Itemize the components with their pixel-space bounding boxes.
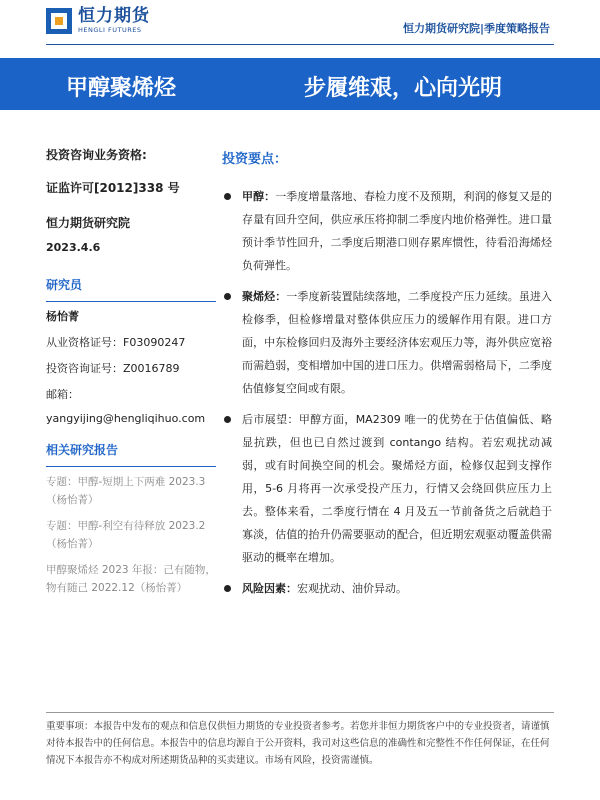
header-divider (46, 44, 554, 45)
bullet-icon (224, 416, 231, 423)
footer-divider (46, 712, 554, 713)
bullet-icon (224, 293, 231, 300)
qualification-label: 投资咨询业务资格: (46, 148, 147, 162)
point-polyolefin (222, 285, 552, 400)
point-text: 宏观扰动、油价异动。 (297, 582, 407, 595)
bullet-icon (224, 585, 231, 592)
report-date: 2023.4.6 (46, 241, 101, 254)
title-banner (0, 58, 600, 110)
email-label: 邮箱： (46, 388, 79, 401)
practice-certificate: 从业资格证号：F03090247 (46, 336, 186, 349)
license-number: 证监许可[2012]338 号 (46, 181, 180, 195)
email-link[interactable]: yangyijing@hengliqihuo.com (46, 412, 206, 425)
related-report-item[interactable]: 专题：甲醇-利空有待释放 2023.2（杨怡菁） (46, 520, 206, 550)
company-logo (46, 8, 150, 34)
report-type-tag: 恒力期货研究院|季度策略报告 (402, 22, 550, 35)
report-subject: 甲醇聚烯烃 (66, 76, 177, 101)
point-text: 一季度增量落地、春检力度不及预期，利润的修复又是的存量有回升空间，供应承压将抑制二季度内地价格弹性。进口量预计季节性回升，二季度后期港口则存累库惯性，待看沿海烯烃负荷弹性。 (242, 190, 553, 272)
logo-en-text: HENGLI FUTURES (78, 26, 142, 35)
point-keyword: 风险因素： (242, 582, 297, 595)
investment-highlights (222, 148, 552, 600)
org-name: 恒力期货研究院 (46, 216, 131, 230)
related-report-item[interactable]: 专题：甲醇-短期上下两难 2023.3（杨怡菁） (46, 476, 206, 506)
disclaimer: 重要事项：本报告中发布的观点和信息仅供恒力期货的专业投资者参考。若您并非恒力期货客户中的专业投资者，请谨慎对待本报告中的任何信息。本报告中的信息均源自于公开资料，我司对这些信息的准确性和完整性不作任何保证，在任何情况下本报告亦不构成对所述期货品种的买卖建议。市场有风险，投资需谨慎。 (46, 721, 550, 766)
researcher-divider (46, 301, 216, 302)
point-text: 一季度新装置陆续落地，二季度投产压力延续。虽进入检修季，但检修增量对整体供应压力的缓解作用有限。进口方面，中东检修回归及海外主要经济体宏观压力等，海外供应宽裕而需趋弱，变相增加中国的进口压力。供增需弱格局下，二季度估值修复空间或有限。 (242, 290, 552, 395)
logo-cn-text: 恒力期货 (78, 6, 150, 27)
researcher-name: 杨怡菁 (46, 310, 79, 323)
point-outlook (222, 408, 552, 569)
point-risk (222, 577, 552, 600)
researcher-section-title: 研究员 (46, 278, 83, 292)
point-keyword: 甲醇： (242, 190, 276, 203)
page-header (0, 0, 600, 50)
highlights-title: 投资要点： (222, 152, 288, 167)
bullet-icon (224, 193, 231, 200)
related-divider (46, 466, 216, 467)
point-keyword: 聚烯烃： (242, 290, 287, 303)
point-text: 后市展望：甲醇方面，MA2309 唯一的优势在于估值偏低、略显抗跌，但也已自然过渡到 contango 结构。若宏观扰动减弱，或有时间换空间的机会。聚烯烃方面，检修仅起到支撑作用，5-6 月将再一次承受投产压力，行情又会绕回供应压力上去。整体来看，二季度行情在 4 月及五一节前备货之后就趋于寡淡，估值的抬升仍需要驱动的配合，但近期宏观驱动覆盖供需驱动的概率在增加。 (242, 413, 552, 564)
related-report-item[interactable]: 甲醇聚烯烃 2023 年报：己有随物，物有随己 2022.12（杨怡菁） (46, 564, 216, 594)
report-title: 步履维艰，心向光明 (304, 76, 503, 101)
sidebar (46, 140, 216, 597)
point-methanol (222, 185, 552, 277)
logo-icon (46, 8, 72, 34)
consult-certificate: 投资咨询证号：Z0016789 (46, 362, 180, 375)
related-reports-title: 相关研究报告 (46, 443, 119, 457)
